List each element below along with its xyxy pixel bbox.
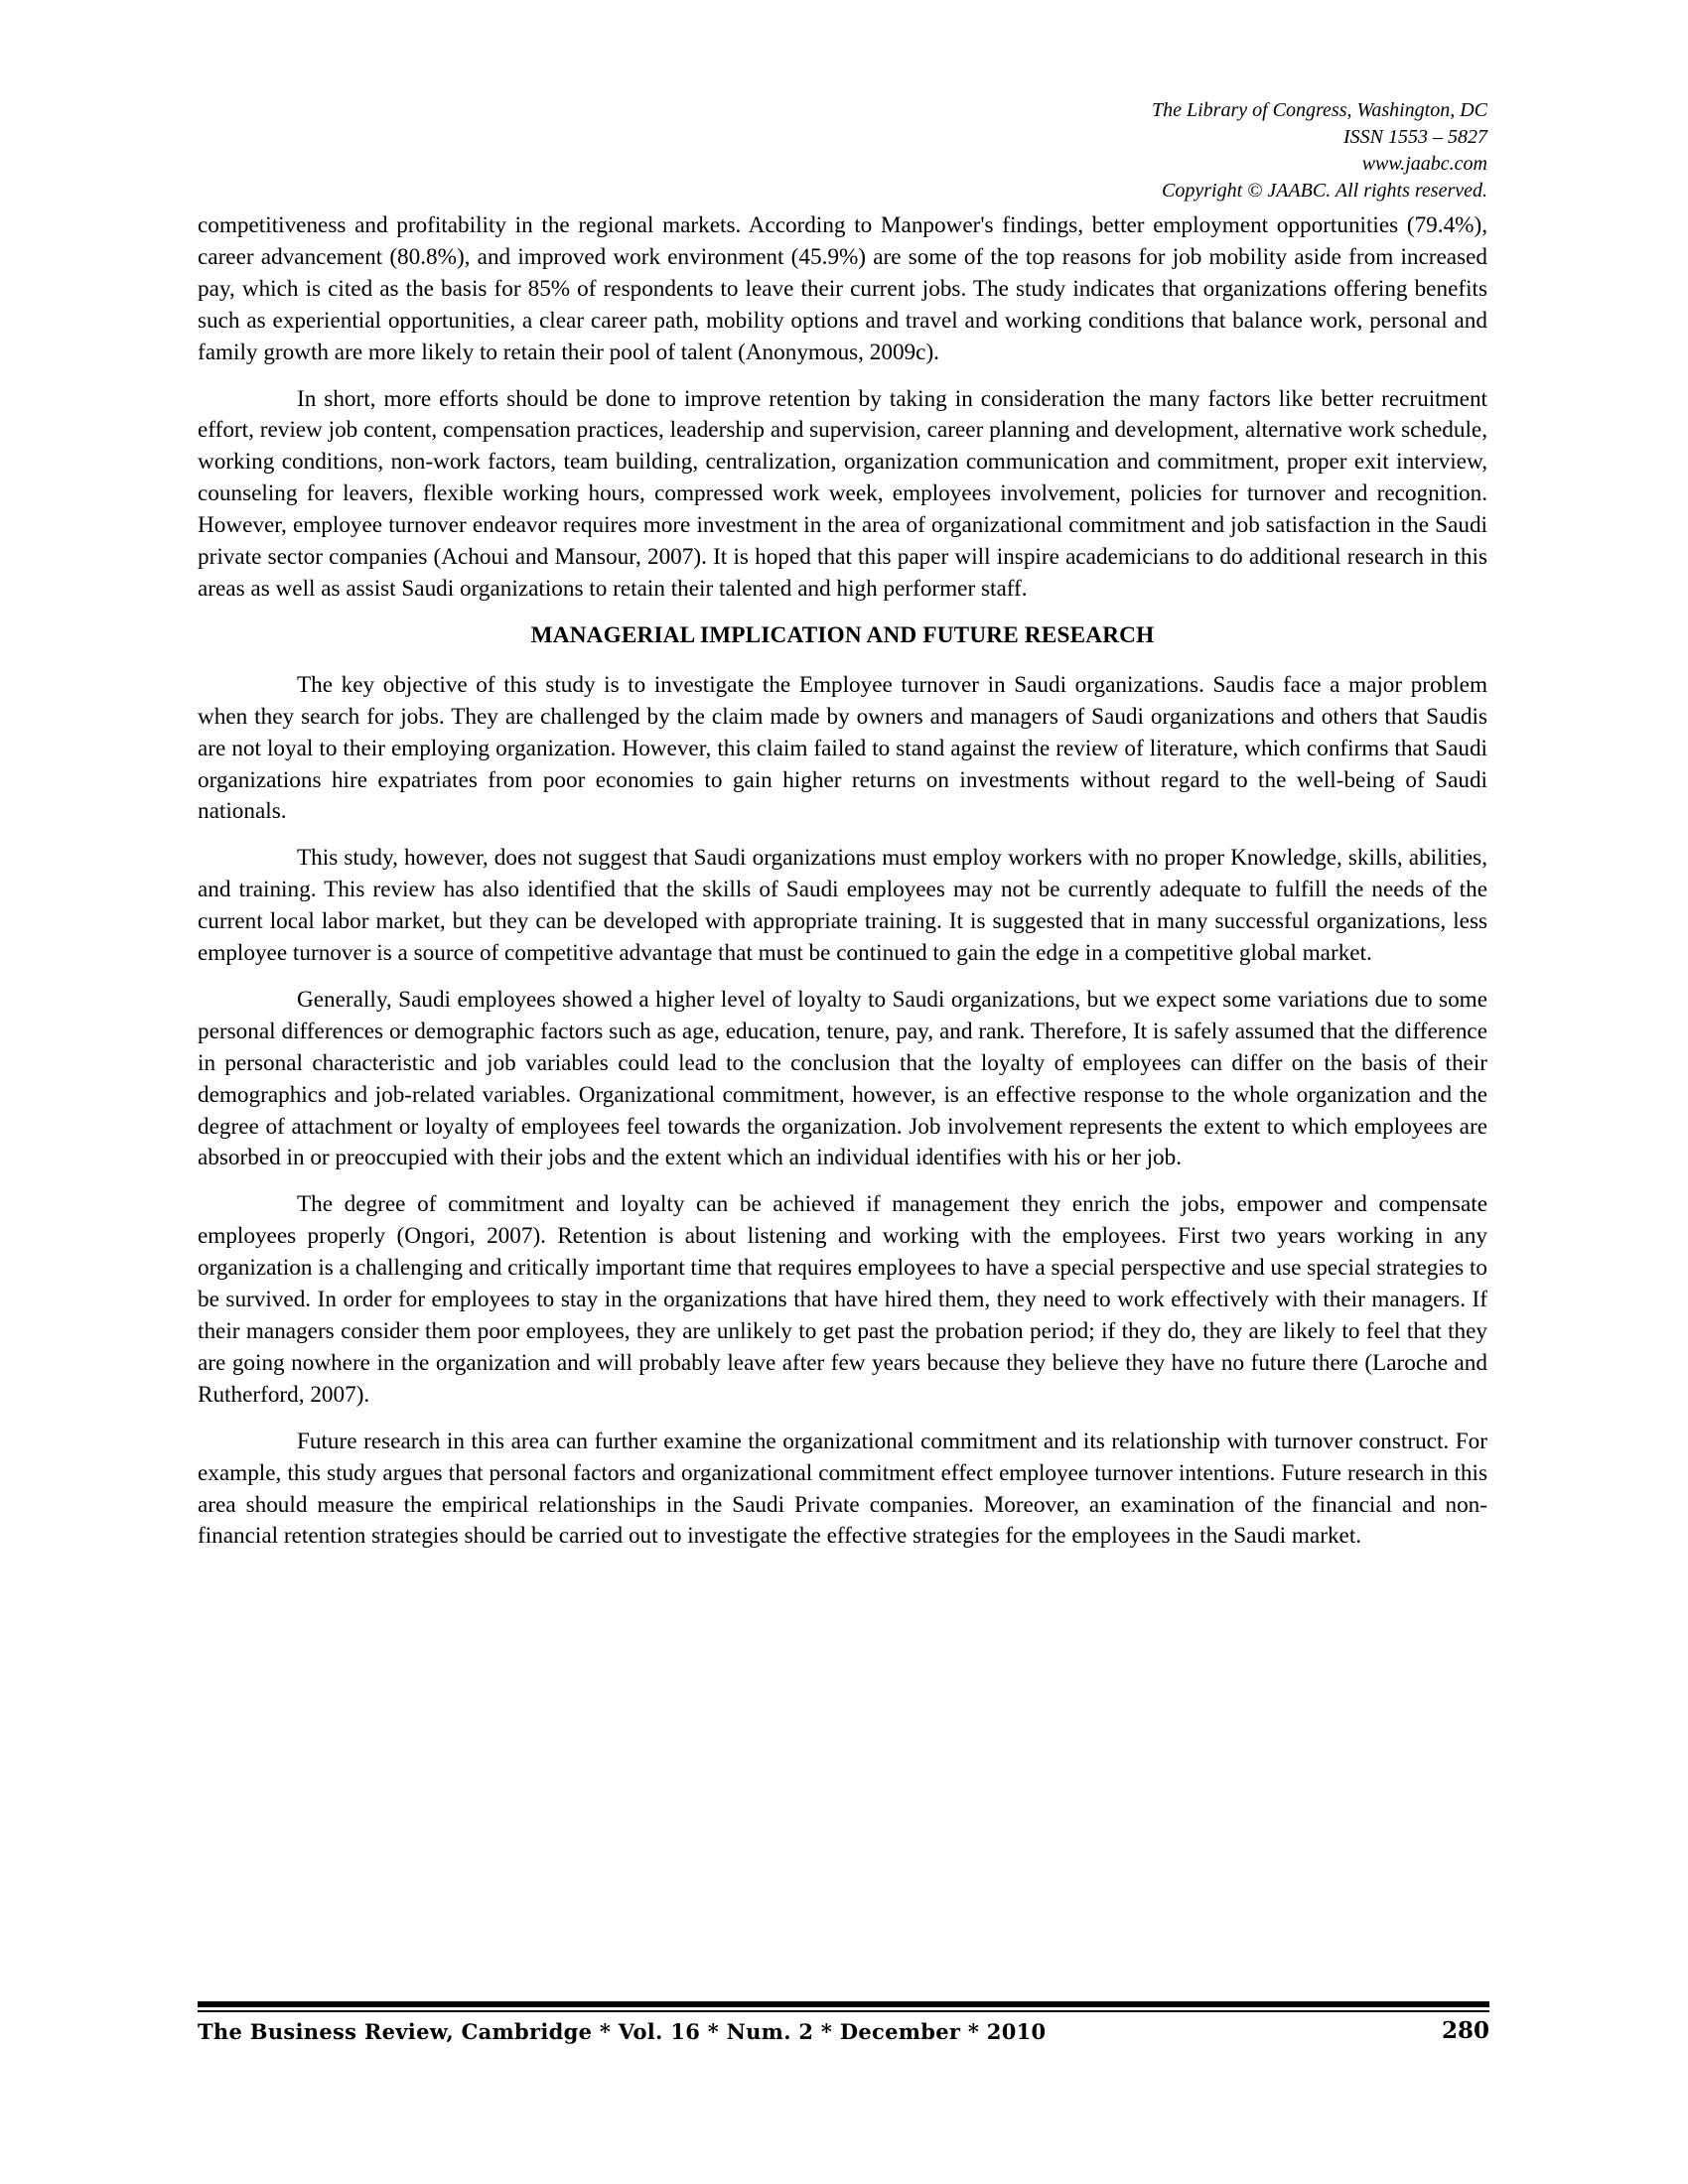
paragraph-future-research: Future research in this area can further examine the organizational commitment and its relationship with turnover construct. For example, this study argues that personal factors and organizational commitment effect employee turnover intentions. Future research in this area should measure the empirical relationships in the Saudi Private companies. Moreover, an examination of the financial and non-financial retention strategies should be carried out to investigate the effective strategies for the employees in the Saudi market. xyxy=(198,1428,1487,1550)
paragraph-key-objective: The key objective of this study is to investigate the Employee turnover in Saudi organizations. Saudis face a major problem when they search for jobs. They are challenged by the claim made by owners and managers of Saudi organizations and others that Saudis are not loyal to their employing organization. However, this claim failed to stand against the review of literature, which confirms that Saudi organizations hire expatriates from poor economies to gain higher returns on investments without regard to the well-being of Saudi nationals. xyxy=(198,671,1487,825)
footer-journal-citation: The Business Review, Cambridge * Vol. 16 * Num. 2 * December * 2010 xyxy=(198,2019,1047,2044)
section-heading: MANAGERIAL IMPLICATION AND FUTURE RESEARCH xyxy=(530,621,1155,648)
footer-rule-thin xyxy=(198,2010,1489,2012)
footer-rule-thick xyxy=(198,2001,1489,2007)
header-website-line: www.jaabc.com xyxy=(1361,153,1487,175)
header-copyright-line: Copyright © JAABC. All rights reserved. xyxy=(1162,180,1487,202)
paragraph-loyalty: Generally, Saudi employees showed a higher level of loyalty to Saudi organizations, but we expect some variations due to some personal differences or demographic factors such as age, education, tenure, pay, and rank. Therefore, It is safely assumed that the difference in personal characteristic and job variables could lead to the conclusion that the loyalty of employees can differ on the basis of their demographics and job-related variables. Organizational commitment, however, is an effective response to the whole organization and the degree of attachment or loyalty of employees feel towards the organization. Job involvement represents the extent to which employees are absorbed in or preoccupied with their jobs and the extent which an individual identifies with his or her job. xyxy=(198,986,1487,1171)
article-body xyxy=(198,210,1487,1568)
paragraph-retention-summary: In short, more efforts should be done to improve retention by taking in consideration the many factors like better recruitment effort, review job content, compensation practices, leadership and supervision, career planning and development, alternative work schedule, working conditions, non-work factors, team building, centralization, organization communication and commitment, proper exit interview, counseling for leavers, flexible working hours, compressed work week, employees involvement, policies for turnover and recognition. However, employee turnover endeavor requires more investment in the area of organizational commitment and job satisfaction in the Saudi private sector companies (Achoui and Mansour, 2007). It is hoped that this paper will inspire academicians to do additional research in this areas as well as assist Saudi organizations to retain their talented and high performer staff. xyxy=(198,385,1487,602)
paragraph-continued: competitiveness and profitability in the regional markets. According to Manpower's findings, better employment opportunities (79.4%), career advancement (80.8%), and improved work environment (45.9%) are some of the top reasons for job mobility aside from increased pay, which is cited as the basis for 85% of respondents to leave their current jobs. The study indicates that organizations offering benefits such as experiential opportunities, a clear career path, mobility options and travel and working conditions that balance work, personal and family growth are more likely to retain their pool of talent (Anonymous, 2009c). xyxy=(198,212,1487,365)
paragraph-skills-training: This study, however, does not suggest that Saudi organizations must employ workers with no proper Knowledge, skills, abilities, and training. This review has also identified that the skills of Saudi employees may not be currently adequate to fulfill the needs of the current local labor market, but they can be developed with appropriate training. It is suggested that in many successful organizations, less employee turnover is a source of competitive advantage that must be continued to gain the edge in a competitive global market. xyxy=(198,845,1487,967)
header-issn-line: ISSN 1553 – 5827 xyxy=(1343,126,1487,148)
page-number: 280 xyxy=(1441,2017,1489,2044)
journal-header xyxy=(892,97,1487,205)
header-library-line: The Library of Congress, Washington, DC xyxy=(1151,99,1487,121)
paragraph-commitment: The degree of commitment and loyalty can be achieved if management they enrich the jobs, empower and compensate employees properly (Ongori, 2007). Retention is about listening and working with the employees. First two years working in any organization is a challenging and critically important time that requires employees to have a special perspective and use special strategies to be survived. In order for employees to stay in the organizations that have hired them, they need to work effectively with their managers. If their managers consider them poor employees, they are unlikely to get past the probation period; if they do, they are likely to feel that they are going nowhere in the organization and will probably leave after few years because they believe they have no future there (Laroche and Rutherford, 2007). xyxy=(198,1191,1487,1408)
